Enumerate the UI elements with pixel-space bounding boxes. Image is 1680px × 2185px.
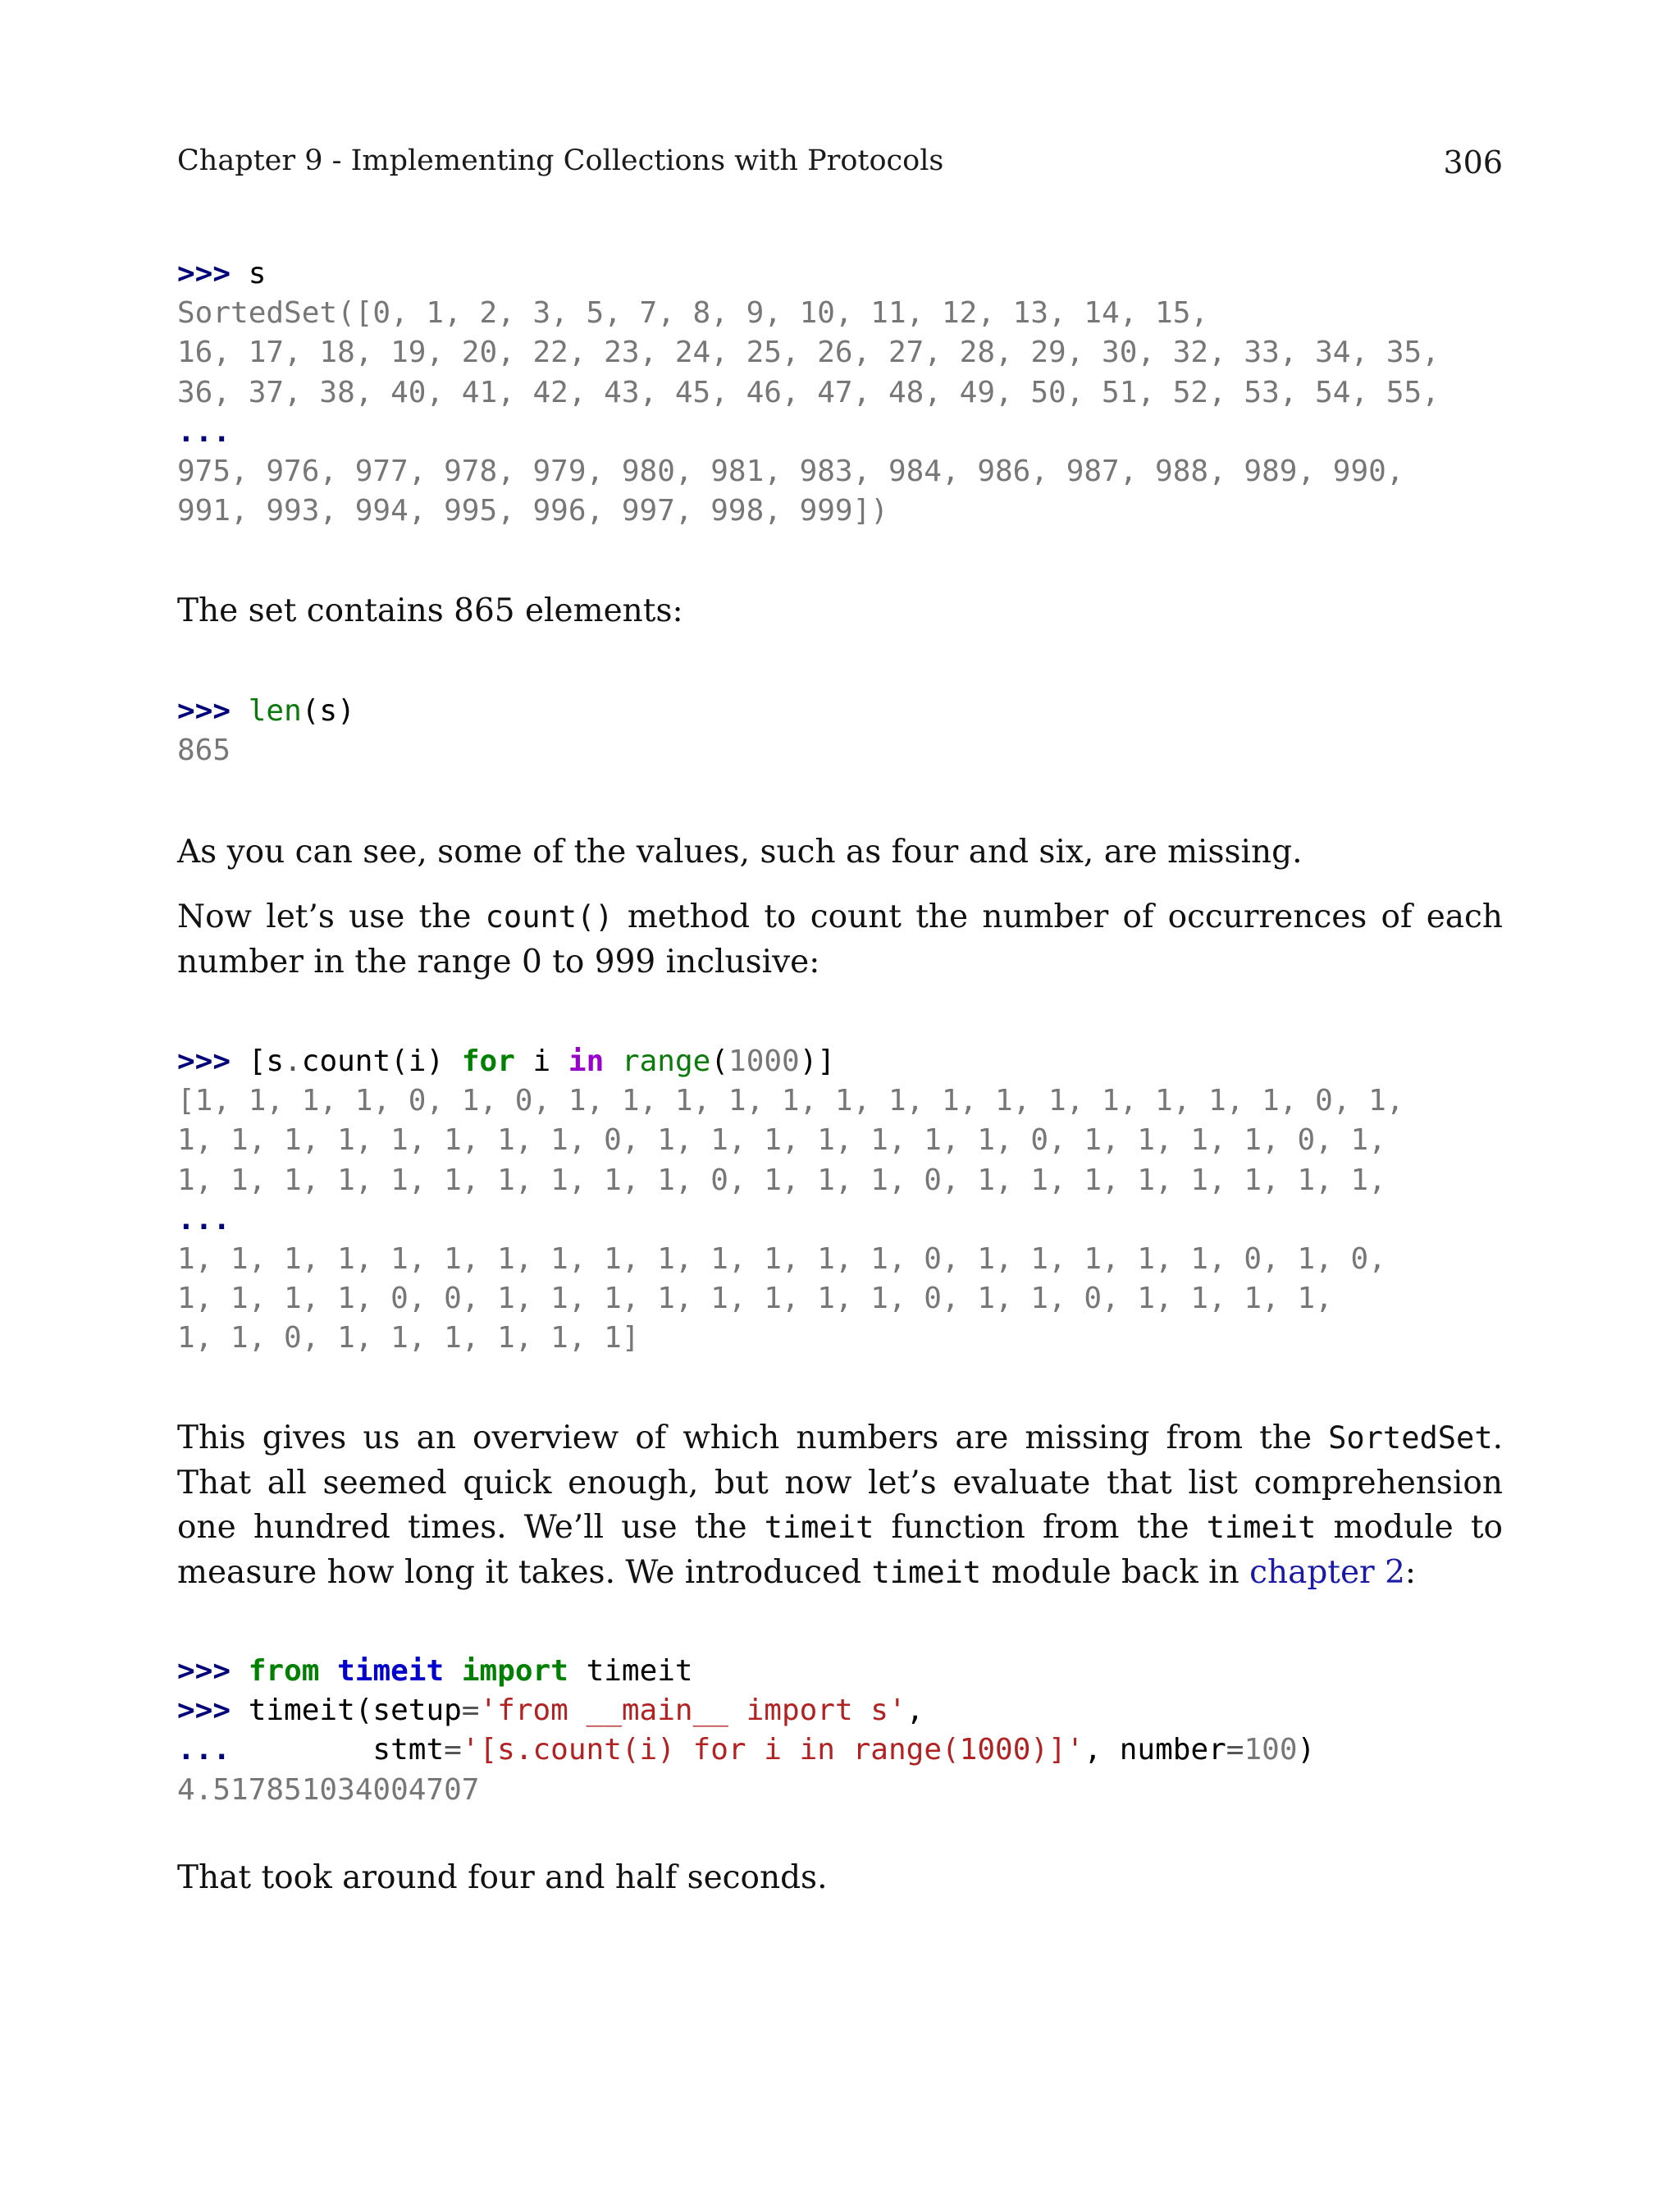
code-operator: =	[444, 1733, 462, 1767]
code-module: timeit	[337, 1654, 445, 1688]
code-token: (	[710, 1045, 729, 1078]
code-keyword: import	[461, 1654, 568, 1688]
code-keyword: from	[248, 1654, 320, 1688]
inline-code: count()	[485, 899, 614, 935]
code-token: i	[514, 1045, 568, 1078]
code-token: .	[284, 1045, 302, 1078]
text-run: :	[1404, 1553, 1417, 1591]
code-token	[604, 1045, 622, 1078]
page-number: 306	[1443, 144, 1503, 181]
paragraph-result: That took around four and half seconds.	[177, 1859, 828, 1896]
text-run: method to count the number of occurrences of each number in the range 0 to 999 inclusive:	[177, 898, 1503, 981]
code-prompt: >>>	[177, 1045, 231, 1078]
code-keyword: for	[461, 1045, 515, 1078]
code-operator: =	[461, 1694, 480, 1728]
code-token: )]	[799, 1045, 836, 1078]
code-block-timeit	[177, 1652, 1315, 1810]
code-block-count	[177, 1042, 1404, 1359]
code-token: , number	[1084, 1733, 1226, 1767]
paragraph-overview	[177, 1416, 1503, 1595]
inline-code: timeit	[764, 1510, 874, 1545]
code-output-line: 1, 1, 0, 1, 1, 1, 1, 1, 1]	[177, 1321, 640, 1355]
code-token: )	[1297, 1733, 1316, 1767]
code-output-line: 1, 1, 1, 1, 1, 1, 1, 1, 1, 1, 0, 1, 1, 1, 0, 1, 1, 1, 1, 1, 1, 1, 1,	[177, 1163, 1386, 1197]
code-string: '[s.count(i) for i in range(1000)]'	[461, 1733, 1084, 1767]
paragraph-missing-values: As you can see, some of the values, such as four and six, are missing.	[177, 834, 1303, 871]
code-args: (s)	[301, 694, 355, 728]
text-run: Now let’s use the	[177, 898, 486, 935]
code-output-line: 975, 976, 977, 978, 979, 980, 981, 983, 984, 986, 987, 988, 989, 990,	[177, 455, 1404, 489]
code-output-line: 1, 1, 1, 1, 1, 1, 1, 1, 0, 1, 1, 1, 1, 1, 1, 1, 0, 1, 1, 1, 1, 0, 1,	[177, 1123, 1386, 1158]
code-operator: =	[1226, 1733, 1244, 1767]
code-output-line: 36, 37, 38, 40, 41, 42, 43, 45, 46, 47, 48, 49, 50, 51, 52, 53, 54, 55,	[177, 375, 1440, 409]
code-output-line: 1, 1, 1, 1, 0, 0, 1, 1, 1, 1, 1, 1, 1, 1, 0, 1, 1, 0, 1, 1, 1, 1,	[177, 1282, 1333, 1316]
code-token: timeit(setup	[231, 1694, 462, 1728]
code-token: stmt	[231, 1733, 445, 1767]
code-builtin: len	[248, 694, 302, 728]
code-output-line: [1, 1, 1, 1, 0, 1, 0, 1, 1, 1, 1, 1, 1, 1, 1, 1, 1, 1, 1, 1, 1, 0, 1,	[177, 1084, 1404, 1118]
inline-code: SortedSet	[1328, 1420, 1493, 1456]
code-ellipsis: ...	[177, 414, 231, 449]
page-header	[177, 144, 1503, 184]
code-builtin: range	[621, 1045, 711, 1078]
paragraph-set-count: The set contains 865 elements:	[177, 592, 683, 629]
code-block-len	[177, 692, 355, 770]
code-prompt: >>>	[177, 257, 231, 290]
code-prompt: >>>	[177, 694, 231, 728]
code-prompt: >>>	[177, 1654, 231, 1688]
text-run: module to measure how long it takes. We introduced	[177, 1509, 1503, 1591]
chapter-title: Chapter 9 - Implementing Collections with Protocols	[177, 144, 944, 177]
code-block-sortedset	[177, 254, 1440, 531]
text-run: module back in	[981, 1553, 1250, 1591]
code-prompt: >>>	[177, 1694, 231, 1728]
code-output-line: 865	[177, 734, 231, 768]
text-run: function from the	[874, 1509, 1207, 1546]
code-token: timeit	[568, 1654, 693, 1688]
chapter-2-link[interactable]: chapter 2	[1249, 1553, 1405, 1591]
code-output-line: 1, 1, 1, 1, 1, 1, 1, 1, 1, 1, 1, 1, 1, 1, 0, 1, 1, 1, 1, 1, 0, 1, 0,	[177, 1242, 1386, 1277]
text-run: . That all seemed quick enough, but now let’s evaluate that list comprehension one hundred times. We’ll use the	[177, 1419, 1503, 1546]
code-output-line: 16, 17, 18, 19, 20, 22, 23, 24, 25, 26, 27, 28, 29, 30, 32, 33, 34, 35,	[177, 336, 1440, 370]
code-output-line: 991, 993, 994, 995, 996, 997, 998, 999])	[177, 494, 888, 528]
code-ellipsis: ...	[177, 1202, 231, 1236]
paragraph-count-method	[177, 895, 1503, 985]
code-number: 1000	[728, 1045, 800, 1078]
code-keyword: in	[568, 1045, 605, 1078]
code-number: 100	[1244, 1733, 1298, 1767]
code-output-line: 4.517851034004707	[177, 1772, 480, 1807]
code-token: [s	[248, 1045, 285, 1078]
code-output-line: SortedSet([0, 1, 2, 3, 5, 7, 8, 9, 10, 11, 12, 13, 14, 15,	[177, 296, 1209, 331]
code-continuation: ...	[177, 1733, 231, 1767]
inline-code: timeit	[1206, 1510, 1317, 1545]
inline-code: timeit	[871, 1554, 982, 1590]
code-token: count(i)	[301, 1045, 462, 1078]
code-string: 'from __main__ import s'	[479, 1694, 906, 1728]
code-input: s	[231, 257, 267, 290]
code-token: ,	[906, 1694, 924, 1728]
text-run: This gives us an overview of which numbers are missing from the	[177, 1419, 1329, 1456]
